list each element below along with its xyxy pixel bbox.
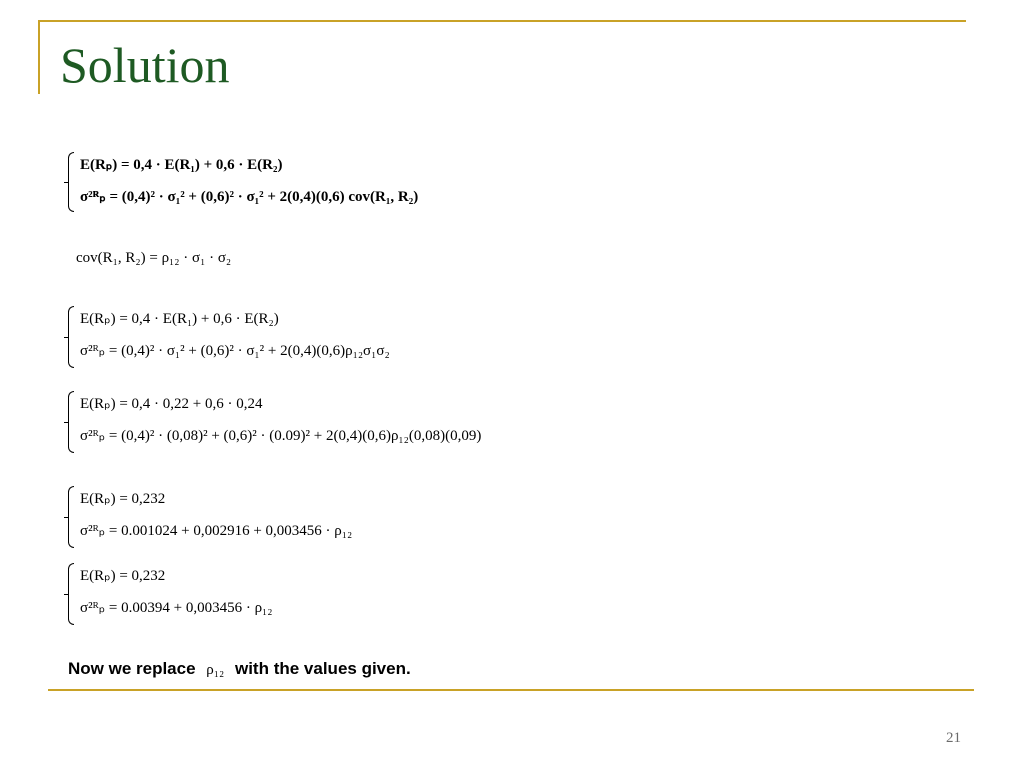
equation-line: E(Rₚ) = 0,232 — [80, 491, 166, 507]
page-number: 21 — [946, 730, 961, 746]
covariance-formula: cov(R₁, R₂) = ρ₁₂ · σ₁ · σ₂ — [76, 250, 232, 266]
equation-line: E(Rₚ) = 0,4 · E(R₁) + 0,6 · E(R₂) — [80, 311, 279, 327]
rho12-symbol: ρ₁₂ — [206, 662, 225, 678]
footer-accent-rule — [48, 689, 974, 691]
left-brace — [68, 563, 74, 625]
equation-line: E(Rₚ) = 0,232 — [80, 568, 166, 584]
left-brace — [68, 306, 74, 368]
instruction-text — [68, 659, 411, 679]
equation-system-5 — [68, 563, 368, 625]
equation-line: σ²ᴿₚ = (0,4)² · σ₁² + (0,6)² · σ₁² + 2(0,4)(0,6)ρ₁₂σ₁σ₂ — [80, 343, 390, 359]
equation-system-3 — [68, 391, 568, 453]
equation-line: σ²ᴿₚ = 0.001024 + 0,002916 + 0,003456 · ρ₁₂ — [80, 523, 353, 539]
equation-line: E(Rₚ) = 0,4 · 0,22 + 0,6 · 0,24 — [80, 396, 263, 412]
equation-system-4 — [68, 486, 408, 548]
slide-title: Solution — [60, 37, 230, 93]
equation-line: σ²ᴿₚ = (0,4)² · (0,08)² + (0,6)² · (0.09)² + 2(0,4)(0,6)ρ₁₂(0,08)(0,09) — [80, 428, 482, 444]
equation-line: E(Rₚ) = 0,4 · E(R₁) + 0,6 · E(R₂) — [80, 157, 283, 173]
left-brace — [68, 486, 74, 548]
title-accent-vertical-rule — [38, 20, 40, 94]
instruction-prefix: Now we replace — [68, 659, 196, 678]
instruction-suffix: with the values given. — [234, 659, 411, 678]
equation-line: σ²ᴿₚ = 0.00394 + 0,003456 · ρ₁₂ — [80, 600, 273, 616]
left-brace — [68, 152, 74, 212]
equation-system-2 — [68, 306, 468, 368]
title-accent-top-rule — [38, 20, 966, 22]
left-brace — [68, 391, 74, 453]
equation-line: σ²ᴿₚ = (0,4)² · σ₁² + (0,6)² · σ₁² + 2(0,4)(0,6) cov(R₁, R₂) — [80, 189, 419, 205]
equation-system-1 — [68, 152, 468, 212]
